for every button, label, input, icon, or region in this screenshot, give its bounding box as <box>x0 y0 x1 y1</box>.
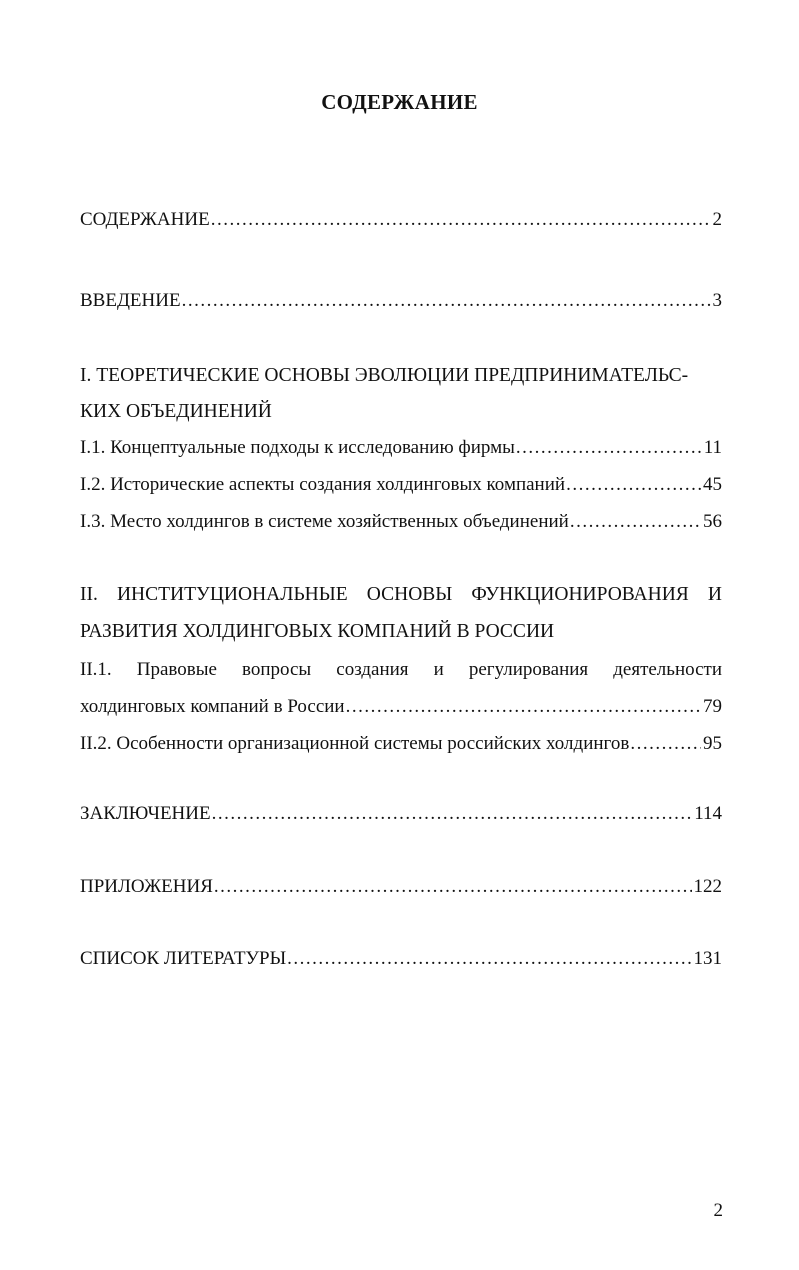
toc-entry-page: 2 <box>712 209 722 230</box>
toc-entry-page: 131 <box>693 948 722 969</box>
toc-entry-2-1-line1[interactable]: II.1. Правовые вопросы создания и регулирования деятельности <box>80 659 722 680</box>
toc-entry-2-1[interactable] <box>80 692 722 722</box>
dot-leader <box>566 470 701 500</box>
toc-entry-1-1[interactable] <box>80 433 722 463</box>
dot-leader <box>516 433 702 463</box>
toc-entry-label: I.2. Исторические аспекты создания холдинговых компаний <box>80 474 566 495</box>
toc-entry-page: 56 <box>703 511 722 532</box>
toc-entry-page: 79 <box>703 696 722 717</box>
toc-entry-label: ЗАКЛЮЧЕНИЕ <box>80 803 211 824</box>
dot-leader <box>182 286 711 316</box>
toc-entry-page: 95 <box>703 733 722 754</box>
toc-entry-label: I.3. Место холдингов в системе хозяйственных объединений <box>80 511 569 532</box>
chapter-1-heading-line1[interactable]: I. ТЕОРЕТИЧЕСКИЕ ОСНОВЫ ЭВОЛЮЦИИ ПРЕДПРИНИМАТЕЛЬС- <box>80 365 689 386</box>
toc-entry-1-3[interactable] <box>80 507 722 537</box>
toc-entry-intro[interactable] <box>80 286 722 316</box>
dot-leader <box>630 729 701 759</box>
toc-entry-contents[interactable] <box>80 205 722 235</box>
toc-entry-appendix[interactable] <box>80 872 722 902</box>
chapter-1-heading-line2[interactable]: КИХ ОБЪЕДИНЕНИЙ <box>80 401 272 422</box>
chapter-2-heading-line2[interactable]: РАЗВИТИЯ ХОЛДИНГОВЫХ КОМПАНИЙ В РОССИИ <box>80 621 555 642</box>
toc-entry-references[interactable] <box>80 944 722 974</box>
toc-entry-page: 122 <box>693 876 722 897</box>
toc-entry-label: СПИСОК ЛИТЕРАТУРЫ <box>80 948 287 969</box>
page-title: СОДЕРЖАНИЕ <box>321 90 478 114</box>
dot-leader <box>212 799 693 829</box>
toc-entry-page: 45 <box>703 474 722 495</box>
dot-leader <box>287 944 691 974</box>
toc-entry-label: II.2. Особенности организационной системы российских холдингов <box>80 733 630 754</box>
dot-leader <box>570 507 701 537</box>
dot-leader <box>214 872 692 902</box>
toc-entry-label: ПРИЛОЖЕНИЯ <box>80 876 213 897</box>
toc-entry-2-2[interactable] <box>80 729 722 759</box>
toc-entry-page: 3 <box>712 290 722 311</box>
toc-entry-page: 11 <box>703 437 722 458</box>
page-number: 2 <box>713 1200 723 1221</box>
toc-entry-conclusion[interactable] <box>80 799 722 829</box>
dot-leader <box>346 692 701 722</box>
toc-entry-label: холдинговых компаний в России <box>80 696 345 717</box>
toc-entry-page: 114 <box>694 803 722 824</box>
dot-leader <box>211 205 711 235</box>
toc-entry-label: I.1. Концептуальные подходы к исследованию фирмы <box>80 437 515 458</box>
toc-entry-1-2[interactable] <box>80 470 722 500</box>
toc-entry-label: ВВЕДЕНИЕ <box>80 290 181 311</box>
chapter-2-heading-line1[interactable]: II. ИНСТИТУЦИОНАЛЬНЫЕ ОСНОВЫ ФУНКЦИОНИРОВАНИЯ И <box>80 584 722 605</box>
toc-entry-label: СОДЕРЖАНИЕ <box>80 209 210 230</box>
